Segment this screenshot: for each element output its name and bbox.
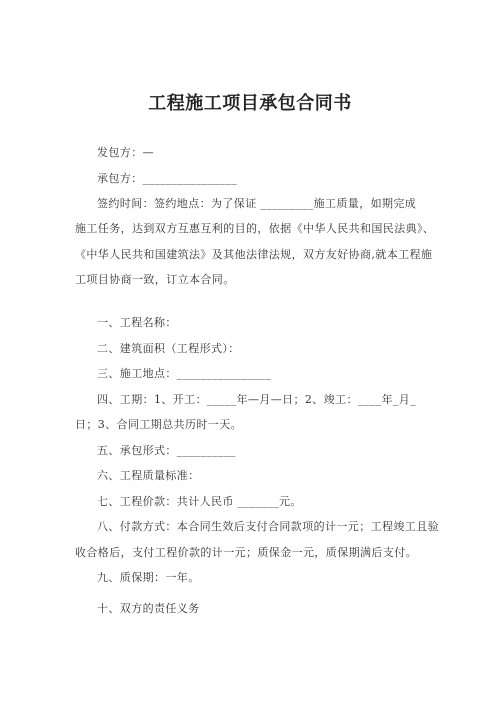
employer-line: 发包方：— [97, 146, 154, 159]
document-title: 工程施工项目承包合同书 [148, 93, 352, 114]
clause-contract-form: 五、承包形式：__________ [97, 444, 236, 457]
clause-obligations: 十、双方的责任义务 [97, 602, 200, 615]
clause-payment-cont: 收合格后，支付工程价款的计一元；质保金一元，质保期满后支付。 [75, 546, 417, 559]
preamble-line-4: 工项目协商一致，订立本合同。 [75, 273, 235, 286]
preamble-line-3: 《中华人民共和国建筑法》及其他法律法规，双方友好协商,就本工程施 [75, 248, 433, 261]
contractor-line: 承包方：________________ [97, 172, 237, 185]
clause-payment: 八、付款方式：本合同生效后支付合同款项的计一元；工程竣工且验 [97, 520, 439, 533]
preamble-line-2: 施工任务，达到双方互惠互利的目的，依据《中华人民共和国民法典》、 [75, 222, 435, 235]
clause-schedule: 四、工期：1、开工：_____年—月—日；2、竣工：____年_月_ [97, 393, 417, 406]
preamble-line-1: 签约时间：签约地点：为了保证 _________施工质量，如期完成 [97, 197, 417, 210]
clause-warranty: 九、质保期：一年。 [97, 571, 200, 584]
clause-quality-standard: 六、工程质量标准： [97, 469, 200, 482]
clause-project-name: 一、工程名称： [97, 316, 177, 329]
clause-location: 三、施工地点：________________ [97, 367, 272, 380]
clause-schedule-cont: 日；3、合同工期总共历时一天。 [75, 418, 242, 431]
clause-price: 七、工程价款：共计人民币 _______元。 [97, 495, 302, 508]
clause-building-area: 二、建筑面积（工程形式）： [97, 342, 240, 355]
